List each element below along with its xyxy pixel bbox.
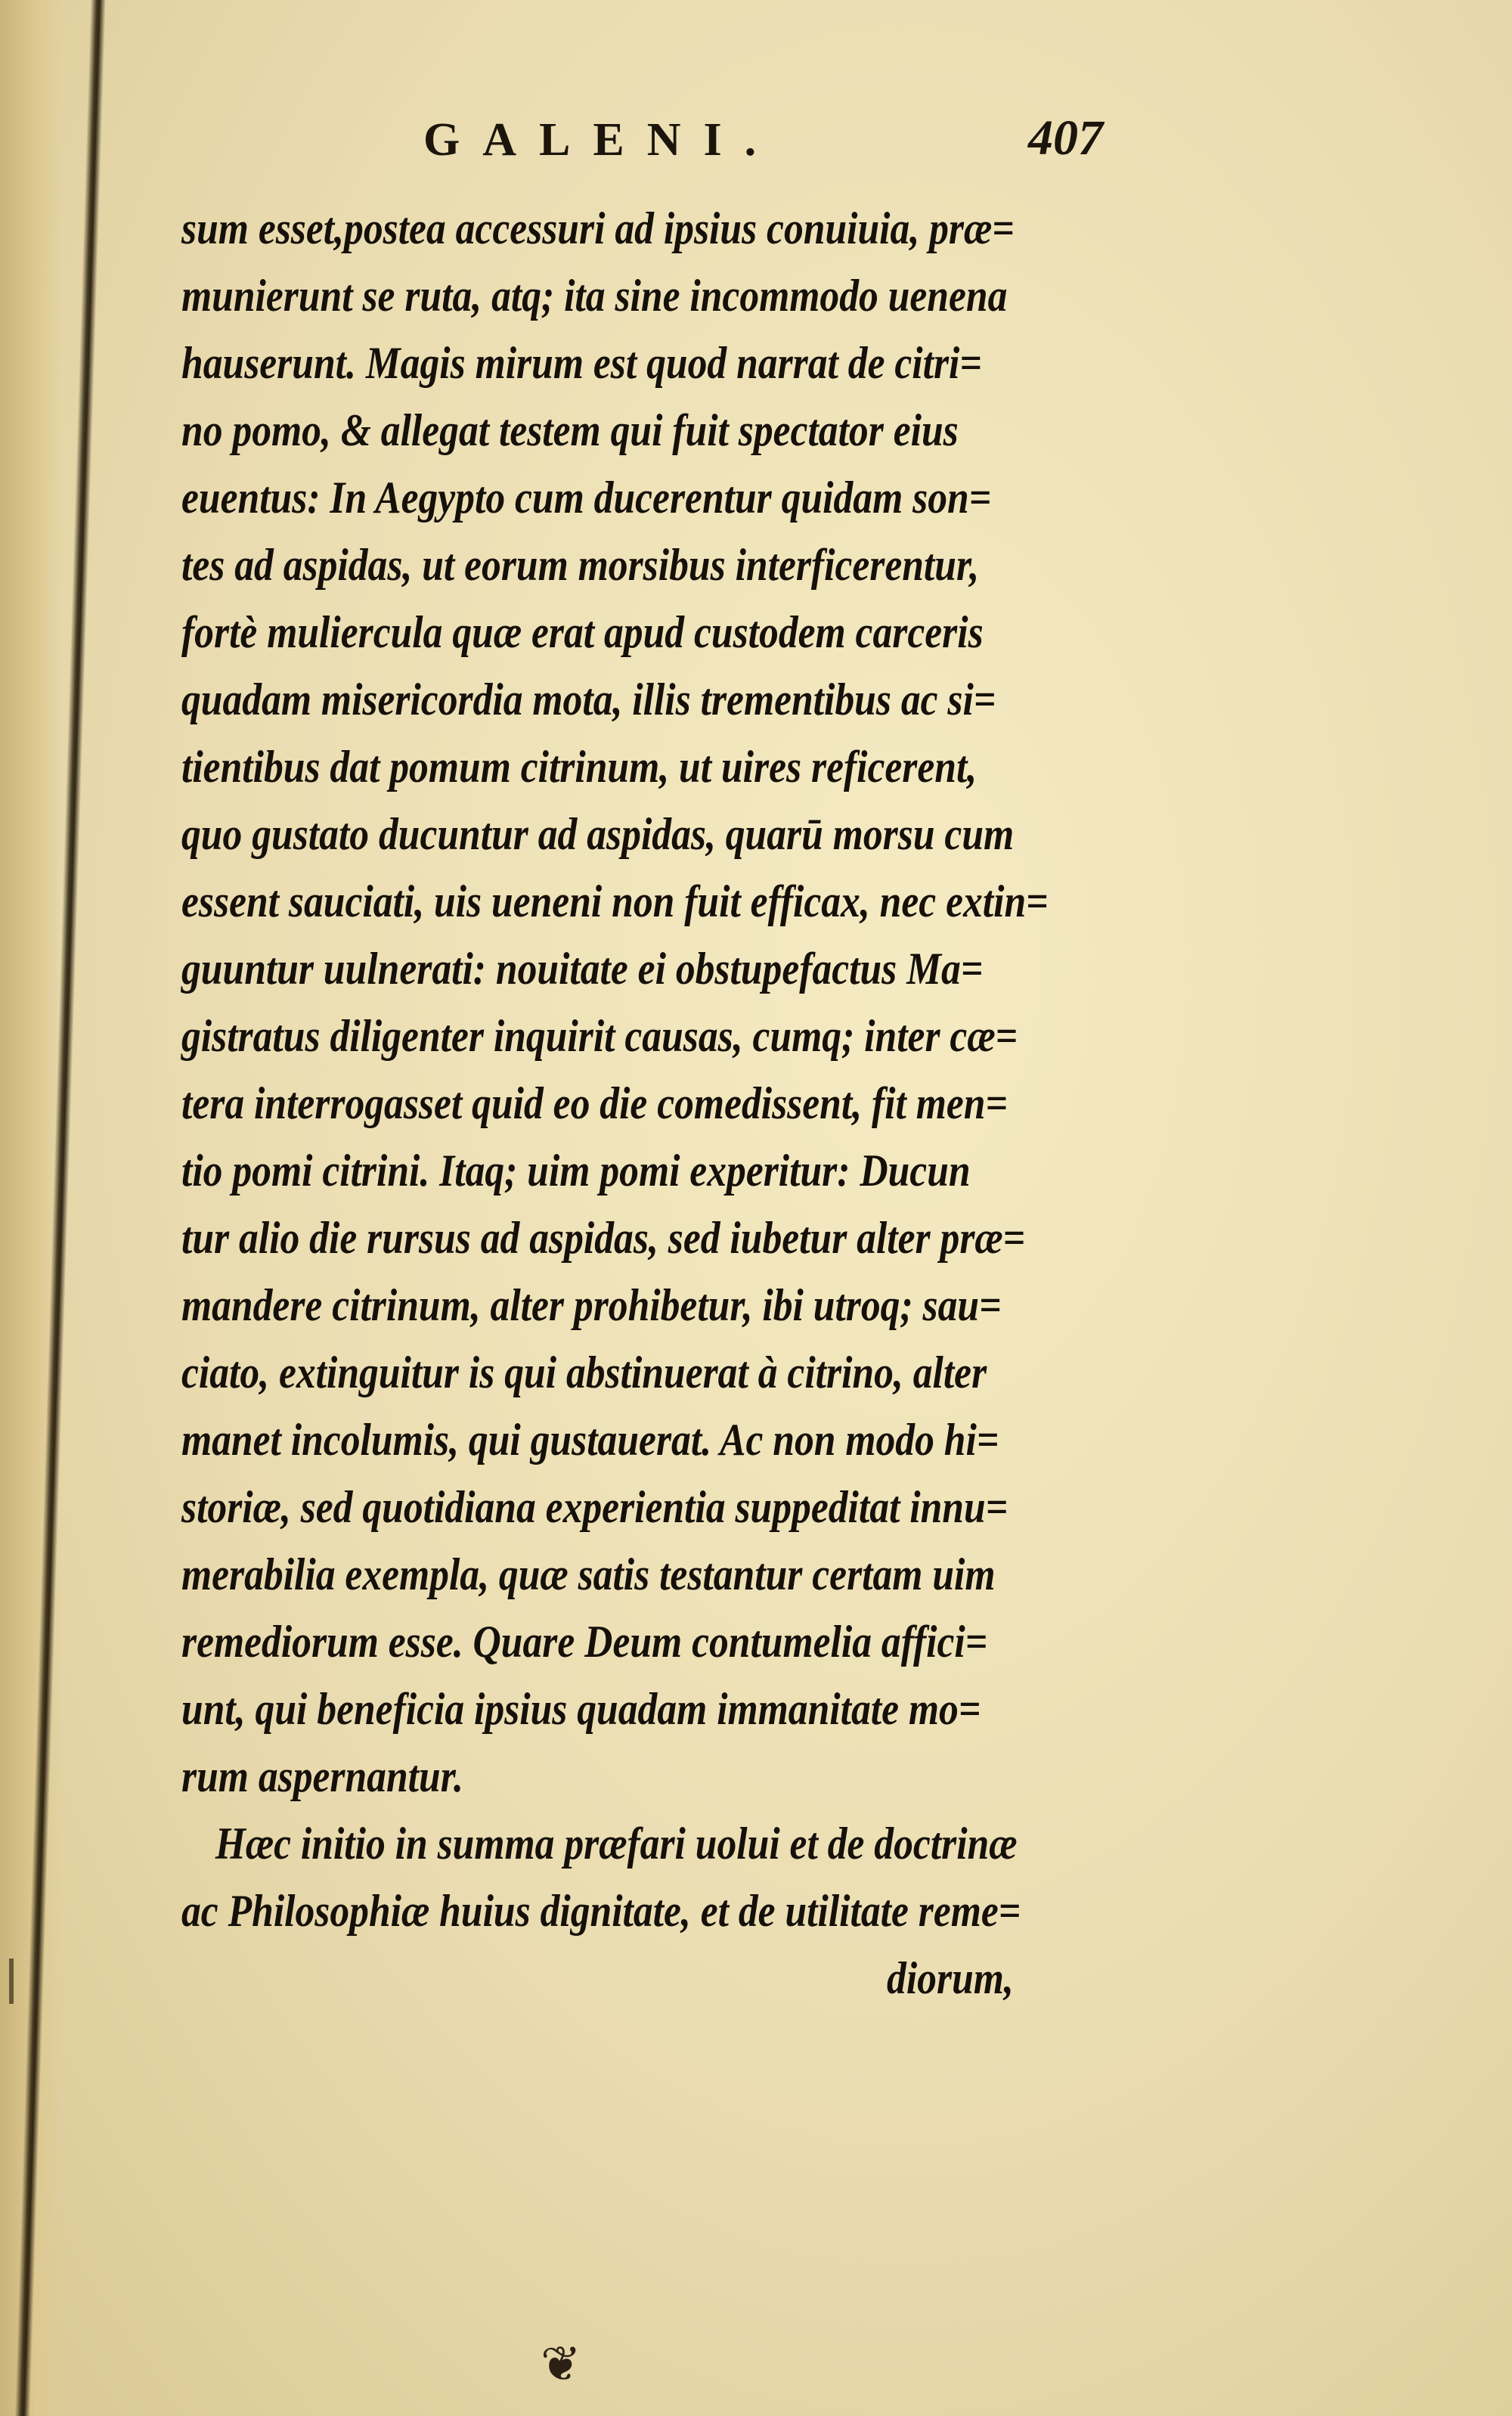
text-line: quo gustato ducuntur ad aspidas, quarū morsu cum	[181, 809, 1015, 859]
text-line: tio pomi citrini. Itaq; uim pomi experitur: Ducun	[181, 1146, 971, 1196]
paragraph-line: ac Philosophiæ huius dignitate, et de utilitate reme=	[181, 1886, 1021, 1936]
text-line: hauserunt. Magis mirum est quod narrat de citri=	[181, 338, 982, 388]
text-line: no pomo, & allegat testem qui fuit spectator eius	[181, 405, 959, 455]
text-line: fortè muliercula quæ erat apud custodem carceris	[181, 607, 984, 657]
text-line: merabilia exempla, quæ satis testantur certam uim	[181, 1549, 996, 1599]
page-number: 407	[1028, 110, 1103, 166]
paragraph-line: Hæc initio in summa præfari uolui et de doctrinæ	[215, 1819, 1018, 1869]
text-block	[181, 195, 1149, 2012]
text-line: tera interrogasset quid eo die comedissent, fit men=	[181, 1078, 1008, 1128]
text-line: rum aspernantur.	[181, 1751, 463, 1801]
text-line: storiæ, sed quotidiana experientia suppeditat innu=	[181, 1482, 1009, 1532]
text-line: ciato, extinguitur is qui abstinuerat à citrino, alter	[181, 1348, 987, 1397]
text-line: remediorum esse. Quare Deum contumelia affici=	[181, 1617, 988, 1667]
text-line: mandere citrinum, alter prohibetur, ibi utroq; sau=	[181, 1280, 1002, 1330]
catchword: diorum,	[887, 1953, 1014, 2003]
text-line: sum esset,postea accessuri ad ipsius conuiuia, præ=	[181, 203, 1015, 253]
text-line: gistratus diligenter inquirit causas, cumq; inter cæ=	[181, 1011, 1018, 1061]
text-line: tes ad aspidas, ut eorum morsibus interficerentur,	[181, 540, 980, 590]
text-line: euentus: In Aegypto cum ducerentur quidam son=	[181, 473, 992, 523]
ink-smudge	[9, 1959, 14, 2004]
ornament-icon: ❦	[541, 2337, 581, 2391]
text-line: quadam misericordia mota, illis trementibus ac si=	[181, 675, 996, 724]
running-head: GALENI.	[423, 114, 779, 166]
text-line: munierunt se ruta, atq; ita sine incommodo uenena	[181, 271, 1008, 321]
text-line: guuntur uulnerati: nouitate ei obstupefactus Ma=	[181, 944, 984, 994]
text-line: tientibus dat pomum citrinum, ut uires reficerent,	[181, 742, 978, 792]
text-line: manet incolumis, qui gustauerat. Ac non modo hi=	[181, 1415, 999, 1465]
text-line: unt, qui beneficia ipsius quadam immanitate mo=	[181, 1684, 981, 1734]
text-line: essent sauciati, uis ueneni non fuit efficax, nec extin=	[181, 876, 1049, 926]
text-line: tur alio die rursus ad aspidas, sed iubetur alter præ=	[181, 1213, 1026, 1263]
